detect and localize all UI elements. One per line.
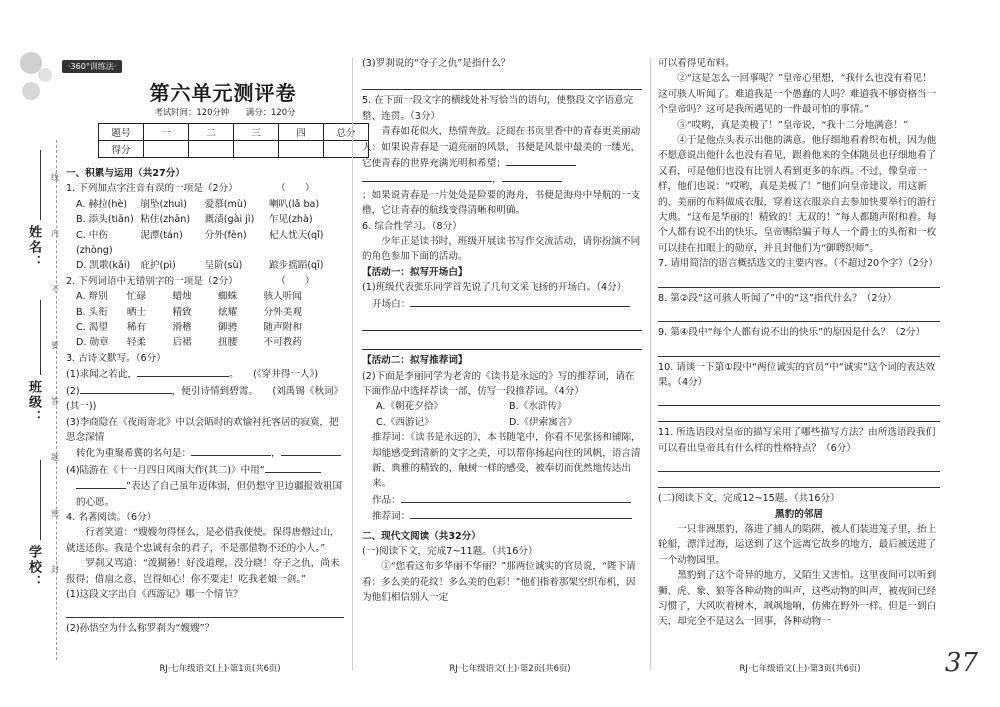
score-cell: 三: [234, 124, 279, 141]
score-table: [98, 123, 369, 158]
blank-field[interactable]: [502, 171, 562, 182]
question-text: (3)李商隐在《夜雨寄北》中以会晤时的欢愉衬托客居的寂寞，把思念深情: [66, 416, 339, 443]
page-footer: RJ·七年级语文(上)·第3页(共6页): [739, 663, 861, 673]
seal-char: 密: [51, 509, 59, 518]
blank-text: (1)求闻之若此，: [66, 369, 138, 381]
question: 9. 第④段中“每个人都有说不出的快乐”的原因是什么？（2分）: [658, 327, 926, 339]
passage-paragraph: [362, 124, 642, 171]
option: 蜡烛: [172, 291, 192, 303]
passage-text: 青春如花似火，热情奔放。泛阅在书页里香中的青春更美丽动人：如果说青春是一道亮丽的风景，书便是风景中最美的一缕光，它使青春的世界充满光明和希望；: [362, 126, 641, 170]
passage-paragraph: 一只非洲黑豹，落进了捕人的陷阱，被人们装进笼子里，抬上轮船，漂洋过海，运送到了这个远离它故乡的地方，最后被送进了一个动物园里。: [658, 523, 937, 566]
answer-line[interactable]: [66, 605, 344, 618]
seal-char: 不: [51, 285, 59, 294]
option: 喇叭(lǎ ba): [268, 198, 320, 210]
option: 骇人听闻: [263, 291, 302, 303]
score-cell: 得分: [99, 141, 144, 158]
option-row: [66, 305, 344, 320]
answer-line[interactable]: [362, 337, 642, 350]
option: 扭腰: [218, 337, 238, 349]
question: (1)班级代表张乐同学首先说了几句文采飞扬的开场白。（4分）: [362, 282, 627, 294]
option: 滑稽: [172, 322, 192, 334]
blank-field[interactable]: [265, 462, 321, 473]
answer-line[interactable]: [658, 475, 940, 488]
answer-line[interactable]: [362, 77, 642, 90]
option: A. 辩别: [76, 291, 108, 303]
answer-line[interactable]: [658, 459, 940, 472]
question: 4. 名著阅读。（6分）: [66, 511, 157, 523]
question: (2)孙悟空为什么称罗刹为“嫂嫂”？: [66, 623, 215, 635]
blank-field[interactable]: [191, 445, 271, 456]
score-cell: 总分: [324, 124, 369, 141]
question: 3. 古诗文默写。（6分）: [66, 352, 166, 364]
option: 轻柔: [126, 337, 147, 349]
seal-char: 要: [51, 341, 59, 350]
blank-field[interactable]: [410, 508, 632, 519]
option: 爱慕(mù): [204, 198, 247, 210]
option: 分外美观: [263, 306, 302, 318]
score-input-cell[interactable]: [144, 141, 189, 158]
passage-paragraph: 黑豹到了这个奇异的地方，又陌生又害怕。这里夜间可以听到狮、虎、象、狼等各种动物的叫声，这些动物的叫声，被夜间已经习惯了，大风吹着树木，飒飒地响，仿佛在野外一样。但是一到白天，却完全不是这么一回事，各种动物一: [658, 570, 937, 628]
score-table-header-row: [99, 124, 369, 141]
option-row: [66, 289, 344, 304]
option-row: [66, 258, 344, 273]
option: 不可教药: [263, 337, 302, 349]
option-row: [66, 197, 344, 212]
option: 分外(fèn): [204, 229, 247, 241]
question: (2)下面是李丽同学为老舍的《读书是永远的》写的推荐词，请在下面作品中选择荐读一部，仿写一段推荐词。（4分）: [362, 370, 635, 397]
section-heading: 一、积累与运用（共27分）: [66, 168, 185, 179]
answer-line[interactable]: [658, 344, 940, 357]
question: (二)阅读下文，完成12~15题。（共16分）: [658, 493, 840, 505]
blank-field[interactable]: [137, 366, 229, 377]
column-2: [362, 56, 642, 606]
blank-text: 开场白：: [372, 298, 411, 310]
blank-field[interactable]: [76, 478, 126, 489]
passage-title: 黑豹的邻居: [775, 508, 823, 520]
option: 晒士: [126, 306, 147, 318]
option: 后裙: [172, 337, 192, 349]
option-row: [362, 415, 642, 430]
option: B.《水浒传》: [509, 401, 567, 413]
blank-field[interactable]: [281, 445, 341, 456]
blank-line: [362, 296, 642, 312]
seal-char: 封: [51, 565, 59, 574]
option: 忙碌: [126, 291, 147, 303]
option: D.《伊索寓言》: [509, 416, 577, 428]
blank-line: [362, 508, 642, 524]
blank-field[interactable]: [410, 296, 630, 307]
option: B. 添头(tiān): [76, 214, 134, 226]
passage-paragraph: 可以看得见布料。: [658, 58, 735, 69]
score-cell: 二: [189, 124, 234, 141]
column-divider: [352, 58, 353, 670]
option: 杞人忧天(qǐ): [268, 229, 324, 241]
blank-text: (4)陆游在《十一月四日风雨大作(其二)》中用“: [66, 464, 265, 476]
brand-badge: ·360°训练法·: [62, 60, 122, 73]
name-field-line[interactable]: [40, 150, 41, 220]
seal-char: 题: [51, 453, 59, 462]
score-cell: 一: [144, 124, 189, 141]
score-cell: 四: [279, 124, 324, 141]
seal-char: 内: [51, 229, 59, 238]
blank-line: [66, 445, 344, 461]
option: 泥潭(tán): [140, 229, 183, 241]
passage-paragraph: 罗刹又骂道：“泼猢狲！好没道理，没分晓！夺子之仇，尚未报得；借扇之意，岂得如心！你不要走！吃我老娘一剑。”: [66, 558, 340, 585]
blank-field[interactable]: [401, 492, 631, 503]
score-table-score-row: [99, 141, 369, 158]
question: (3)罗刹说的“夺子之仇”是指什么？: [362, 58, 511, 69]
answer-line[interactable]: [658, 409, 940, 422]
option: C.《西游记》: [376, 416, 434, 428]
option: 稀有: [126, 322, 147, 334]
score-input-cell[interactable]: [234, 141, 279, 158]
blank-line: ，: [362, 171, 642, 187]
answer-line[interactable]: [658, 275, 940, 288]
option: 粘住(zhān): [140, 214, 191, 226]
passage-paragraph: ②“这是怎么一回事呢？”皇帝心里想，“我什么也没有看见！这可骇人听闻了。难道我是一个愚蠢的人吗？难道我不够资格当一个皇帝吗？这可是我所遇见的一件最可怕的事情。”: [658, 73, 937, 116]
question-text: 少年正是读书时，班级开展读书写作交流活动，请你扮演不同的角色参加下面的活动。: [362, 236, 641, 263]
question: 5. 在下面一段文字的横线处补写恰当的语句，使整段文字语意完整、连贯。（3分）: [362, 95, 634, 122]
option: B. 头衔: [76, 306, 108, 318]
score-input-cell[interactable]: [279, 141, 324, 158]
passage-paragraph: ①“您看这布多华丽不华丽？”那两位诚实的官员说，“陛下请看：多么美的花纹！多么美的色彩！”他们指着那架空织布机，因为他们相信别人一定: [362, 561, 636, 604]
score-input-cell[interactable]: [189, 141, 234, 158]
option: 呈阶(sù): [204, 260, 243, 272]
question: (一)阅读下文，完成7~11题。（共16分）: [362, 545, 538, 557]
option: 随声附和: [263, 322, 302, 334]
option: C. 渴望: [76, 322, 108, 334]
exam-meta: 考试时间：120分钟 满分：120分: [154, 107, 296, 117]
option: 崩坠(zhuì): [140, 198, 187, 210]
option: D. 凯歌(kǎi): [76, 260, 131, 272]
activity-heading: 【活动二：拟写推荐词】: [362, 355, 468, 367]
option: 精致: [172, 306, 192, 318]
blank-text: ，: [271, 448, 281, 460]
question: 7. 请用简洁的语言概括选文的主要内容。（不超过20个字）（2分）: [658, 258, 938, 270]
option: C. 中伤(zhòng): [76, 229, 113, 257]
school-field-line[interactable]: [40, 460, 41, 540]
answer-line[interactable]: [658, 309, 940, 322]
option: 溉渍(gài jì): [204, 214, 255, 226]
page-footer: RJ·七年级语文(上)·第2页(共6页): [449, 663, 571, 673]
column-divider: [650, 58, 651, 670]
option-row: [66, 335, 344, 350]
name-label: 姓名：: [26, 225, 41, 270]
option-row: [66, 320, 344, 335]
option-row: [66, 228, 344, 259]
option: D. 勋章: [76, 337, 109, 349]
column-1: [66, 166, 344, 637]
option-row: [66, 212, 344, 227]
question: 10. 请谈一下第①段中“两位诚实的官员”中“诚实”这个词的表达效果。（4分）: [658, 361, 936, 388]
answer-line[interactable]: [658, 393, 940, 406]
passage-paragraph: 推荐词：《读书是永远的》，本书随笔中，你看不见张扬和铺陈，却能感受到清新的文字之美，可以帮你扬起向往的风帆，语言清新、典雅的精致的，触树一样的感受，被奉切而优然地传达出来。: [372, 432, 641, 490]
page-title: 第六单元测评卷: [149, 81, 297, 105]
passage-paragraph: ④于是他点头表示出他的满意。他仔细地看着织布机，因为他不愿意说出他什么也没有看见，跟着他来的全体随员也仔细地看了又看，可是他们也没有比别人看到更多的东西。不过，像皇帝一样，他们也说：“哎哟，真是美极了！”他们向皇帝建议，用这新的、美丽的布料做成衣服，穿着这衣服亲自去参加快要举行的游行大典。“这布是华丽的！精致的！无双的！”每人都随声附和着。每个人都有说不出的快乐。皇帝赐给骗子每人一个爵士的头衔和一枚可以挂在扣眼上的勋章，并且封他们为“御聘织师”。: [658, 135, 937, 254]
blank-text: 推荐词：: [372, 511, 411, 523]
passage-paragraph: 行者笑道：“嫂嫂勿得怪么，是必借我使使。保得唐僧过山，就送还你。我是个忠诚有余的君子，不是那借物不还的小人。”: [66, 527, 340, 554]
blank-field[interactable]: [80, 383, 172, 394]
blank-text: (2): [66, 385, 80, 397]
option: 蜘蛛: [218, 291, 238, 303]
option: 御骋: [218, 322, 238, 334]
seal-char: 答: [51, 397, 59, 406]
section-heading: 二、现代文阅读（共32分）: [362, 530, 481, 542]
blank-text: 转化为重聚希冀的名句是：: [76, 448, 192, 460]
column-3: [658, 56, 940, 630]
option: 乍见(zhà): [268, 214, 313, 226]
blank-text: ”表达了自己虽年迈体弱，但仍想守卫边疆报效祖国: [126, 481, 343, 493]
blank-text: 。 (《穿井得一人》): [229, 369, 319, 381]
class-label: 班级：: [26, 380, 41, 425]
blank-field[interactable]: [506, 155, 576, 166]
blank-line: [362, 492, 642, 508]
passage-paragraph: ③“哎哟，真是美极了！”皇帝说，“我十二分地满意！”: [677, 119, 908, 131]
question: 1. 下列加点字注音有误的一项是（2分） （ ）: [66, 183, 315, 195]
question-text: 的心愿。: [76, 496, 115, 508]
seal-char: 线: [51, 173, 59, 182]
option-row: [362, 399, 642, 414]
question: 8. 第②段“这可骇人听闻了”中的“这”指代什么？（2分）: [658, 292, 897, 304]
page-footer: RJ·七年级语文(上)·第1页(共6页): [159, 663, 281, 673]
blank-field[interactable]: [362, 171, 492, 182]
page-number: 37: [944, 648, 978, 678]
blank-line: [66, 478, 344, 494]
blank-text: 作品：: [372, 494, 401, 506]
activity-heading: 【活动一：拟写开场白】: [362, 266, 468, 278]
passage-paragraph: ；如果说青春是一片处处是险要的海舟，书便是海舟中导航的一支橹，它让青春的航线变得清晰和明确。: [362, 189, 641, 217]
question: 11. 所选语段对皇帝的描写采用了哪些描写方法？由所选语段我们可以看出皇帝具有什么样的性格特点？（6分）: [658, 427, 936, 454]
class-field-line[interactable]: [40, 300, 41, 375]
option: A.《朝花夕拾》: [376, 401, 444, 413]
question: 6. 综合性学习。（8分）: [362, 220, 462, 232]
option: 踉步摇蹈(qī): [268, 260, 324, 272]
blank-text: ，便引诗情到碧霄。 (刘禹锡《秋词》(其一)): [66, 385, 344, 413]
question: (1)这段文字出自《西游记》哪一个情节？: [66, 588, 243, 600]
decor-circle: [38, 68, 52, 82]
school-label: 学校：: [26, 545, 41, 590]
option: A. 赫拉(hè): [76, 198, 128, 210]
blank-line: [66, 462, 344, 478]
option: 炫耀: [218, 306, 238, 318]
answer-line[interactable]: [362, 318, 642, 331]
score-table-wrap: [88, 121, 369, 158]
seal-chars: [51, 150, 61, 598]
blank-line: [66, 383, 344, 415]
question: 2. 下列词语中无错别字的一项是（2分） （ ）: [66, 275, 315, 287]
decor-circle: [22, 82, 40, 100]
blank-line: [66, 366, 344, 382]
option: 庇护(pì): [140, 260, 176, 272]
score-cell: 题号: [99, 124, 144, 141]
